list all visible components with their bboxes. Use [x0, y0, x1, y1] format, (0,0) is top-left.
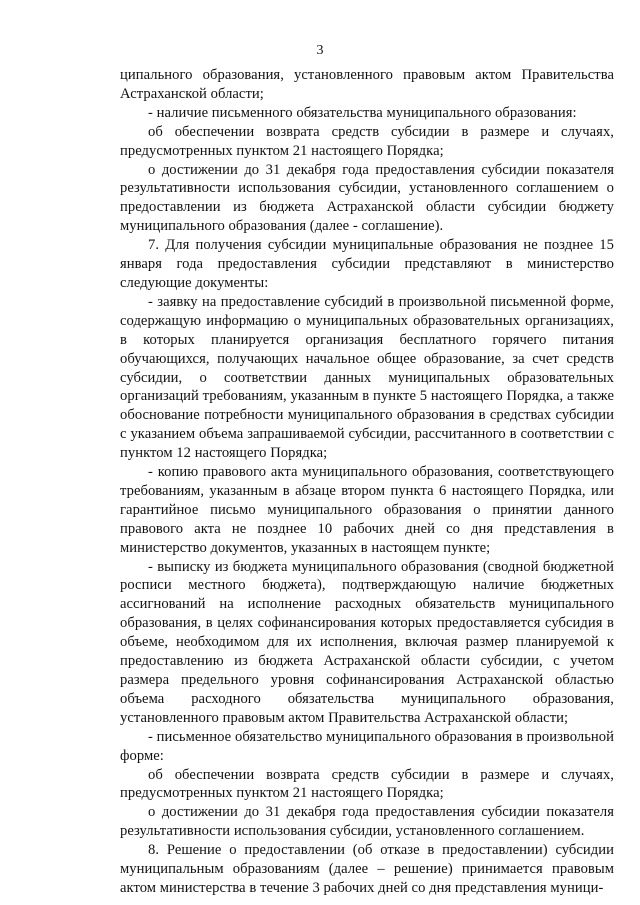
paragraph-refund-obligation: об обеспечении возврата средств субсидии в размере и случаях, предусмотренных пунктом 21 настоящего Порядка;	[120, 123, 614, 159]
paragraph-clause-8: 8. Решение о предоставлении (об отказе в предоставлении) субсидии муниципальным образованиям (далее – решение) принимается правовым актом министерства в течение 3 рабочих дней со дня представления муници-	[120, 842, 614, 896]
paragraph-continuation: ципального образования, установленного правовым актом Правительства Астраханской области;	[120, 67, 614, 102]
paragraph-clause-7: 7. Для получения субсидии муниципальные образования не позднее 15 января года предоставления субсидии представляют в министерство следующие документы:	[120, 237, 614, 291]
paragraph-obligation-intro: - наличие письменного обязательства муниципального образования:	[148, 104, 577, 121]
paragraph-performance-indicator-2: о достижении до 31 декабря года предоставления субсидии показателя результативности использования субсидии, установленного соглашением.	[120, 804, 614, 840]
page-number: 3	[316, 43, 324, 58]
paragraph-refund-obligation-2: об обеспечении возврата средств субсидии в размере и случаях, предусмотренных пунктом 21 настоящего Порядка;	[120, 766, 614, 802]
paragraph-written-obligation: - письменное обязательство муниципального образования в произвольной форме:	[120, 728, 614, 764]
paragraph-application: - заявку на предоставление субсидий в произвольной письменной форме, содержащую информацию о муниципальных образовательных организациях, в которых планируется организация бесплатного горячего питания обучающихся, получающих начальное общее образование, за счет средств субсидии, о соответствии данных муниципальных образовательных организаций требованиям, указанным в пункте 5 настоящего Порядка, а также обоснование потребности муниципального образования в средствах субсидии с указанием объема запрашиваемой субсидии, рассчитанного в соответствии с пунктом 12 настоящего Порядка;	[120, 293, 614, 462]
paragraph-budget-extract: - выписку из бюджета муниципального образования (сводной бюджетной росписи местного бюджета), подтверждающую наличие бюджетных ассигнований на исполнение расходных обязательств муниципального образования, в целях софинансирования которых предоставляется субсидия в объеме, необходимом для их исполнения, включая размер планируемой к предоставлению из бюджета Астраханской области субсидии, с учетом размера предельного уровня софинансирования Астраханской областью объема расходного обязательства муниципального образования, установленного правовым актом Правительства Астраханской области;	[120, 558, 614, 726]
body-text	[120, 66, 614, 898]
paragraph-legal-act-copy: - копию правового акта муниципального образования, соответствующего требованиям, указанным в абзаце втором пункта 6 настоящего Порядка, или гарантийное письмо муниципального образования о принятии данного правового акта не позднее 10 рабочих дней со дня представления в министерство документов, указанных в настоящем пункте;	[120, 464, 614, 556]
paragraph-performance-indicator: о достижении до 31 декабря года предоставления субсидии показателя результативности использования субсидии, установленного соглашением о предоставлении из бюджета Астраханской области субсидии бюджету муниципального образования (далее - соглашение).	[120, 161, 614, 235]
